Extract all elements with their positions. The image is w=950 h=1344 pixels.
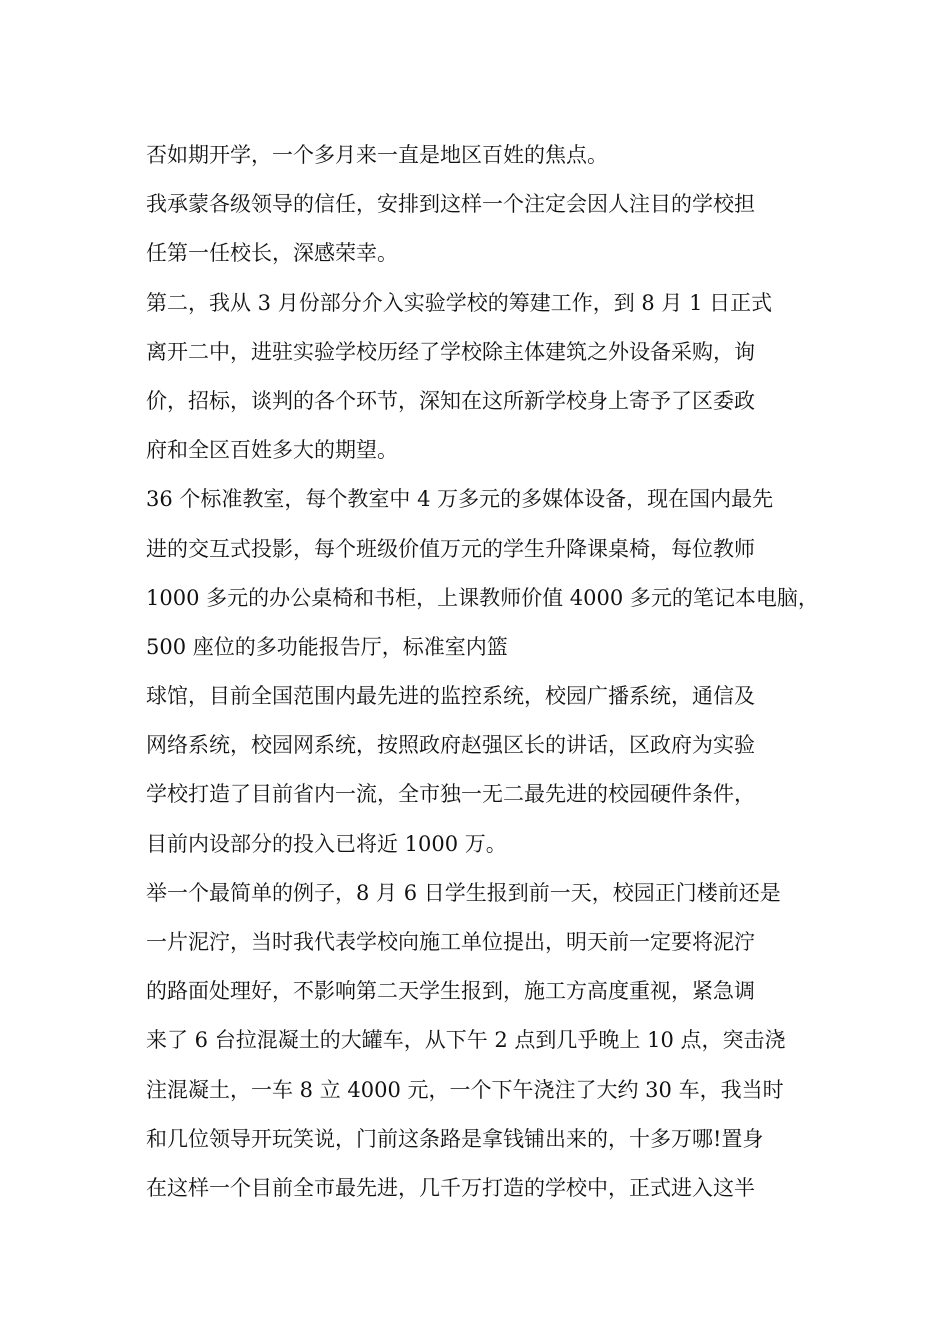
text-line: 和几位领导开玩笑说，门前这条路是拿钱铺出来的，十多万哪!置身 bbox=[146, 1126, 764, 1151]
text-line: 我承蒙各级领导的信任，安排到这样一个注定会因人注目的学校担 bbox=[146, 192, 755, 217]
text-line: 离开二中，进驻实验学校历经了学校除主体建筑之外设备采购，询 bbox=[146, 339, 755, 364]
text-line: 球馆，目前全国范围内最先进的监控系统，校园广播系统，通信及 bbox=[146, 684, 755, 709]
document-body bbox=[146, 131, 846, 1213]
text-line: 一片泥泞，当时我代表学校向施工单位提出，明天前一定要将泥泞 bbox=[146, 930, 755, 954]
text-line: 府和全区百姓多大的期望。 bbox=[146, 438, 398, 463]
text-line: 否如期开学，一个多月来一直是地区百姓的焦点。 bbox=[146, 143, 608, 167]
text-line: 的路面处理好，不影响第二天学生报到，施工方高度重视，紧急调 bbox=[146, 979, 755, 1004]
text-line: 在这样一个目前全市最先进，几千万打造的学校中，正式进入这半 bbox=[146, 1175, 755, 1200]
text-line: 举一个最简单的例子，8 月 6 日学生报到前一天，校园正门楼前还是 bbox=[146, 880, 781, 905]
text-line: 来了 6 台拉混凝土的大罐车，从下午 2 点到几乎晚上 10 点，突击浇 bbox=[146, 1028, 786, 1053]
text-line: 500 座位的多功能报告厅，标准室内篮 bbox=[146, 634, 508, 659]
text-line: 进的交互式投影，每个班级价值万元的学生升降课桌椅，每位教师 bbox=[146, 536, 755, 561]
text-line: 注混凝土，一车 8 立 4000 元，一个下午浇注了大约 30 车，我当时 bbox=[146, 1077, 784, 1102]
text-line: 目前内设部分的投入已将近 1000 万。 bbox=[146, 831, 507, 856]
text-line: 价，招标，谈判的各个环节，深知在这所新学校身上寄予了区委政 bbox=[146, 388, 755, 413]
text-line: 任第一任校长，深感荣幸。 bbox=[146, 241, 398, 266]
text-line: 学校打造了目前省内一流，全市独一无二最先进的校园硬件条件， bbox=[146, 782, 755, 807]
text-line: 第二，我从 3 月份部分介入实验学校的筹建工作，到 8 月 1 日正式 bbox=[146, 290, 773, 315]
text-line: 网络系统，校园网系统，按照政府赵强区长的讲话，区政府为实验 bbox=[146, 733, 755, 758]
text-line: 36 个标准教室，每个教室中 4 万多元的多媒体设备，现在国内最先 bbox=[146, 487, 774, 512]
text-line: 1000 多元的办公桌椅和书柜，上课教师价值 4000 多元的笔记本电脑， bbox=[146, 585, 819, 610]
